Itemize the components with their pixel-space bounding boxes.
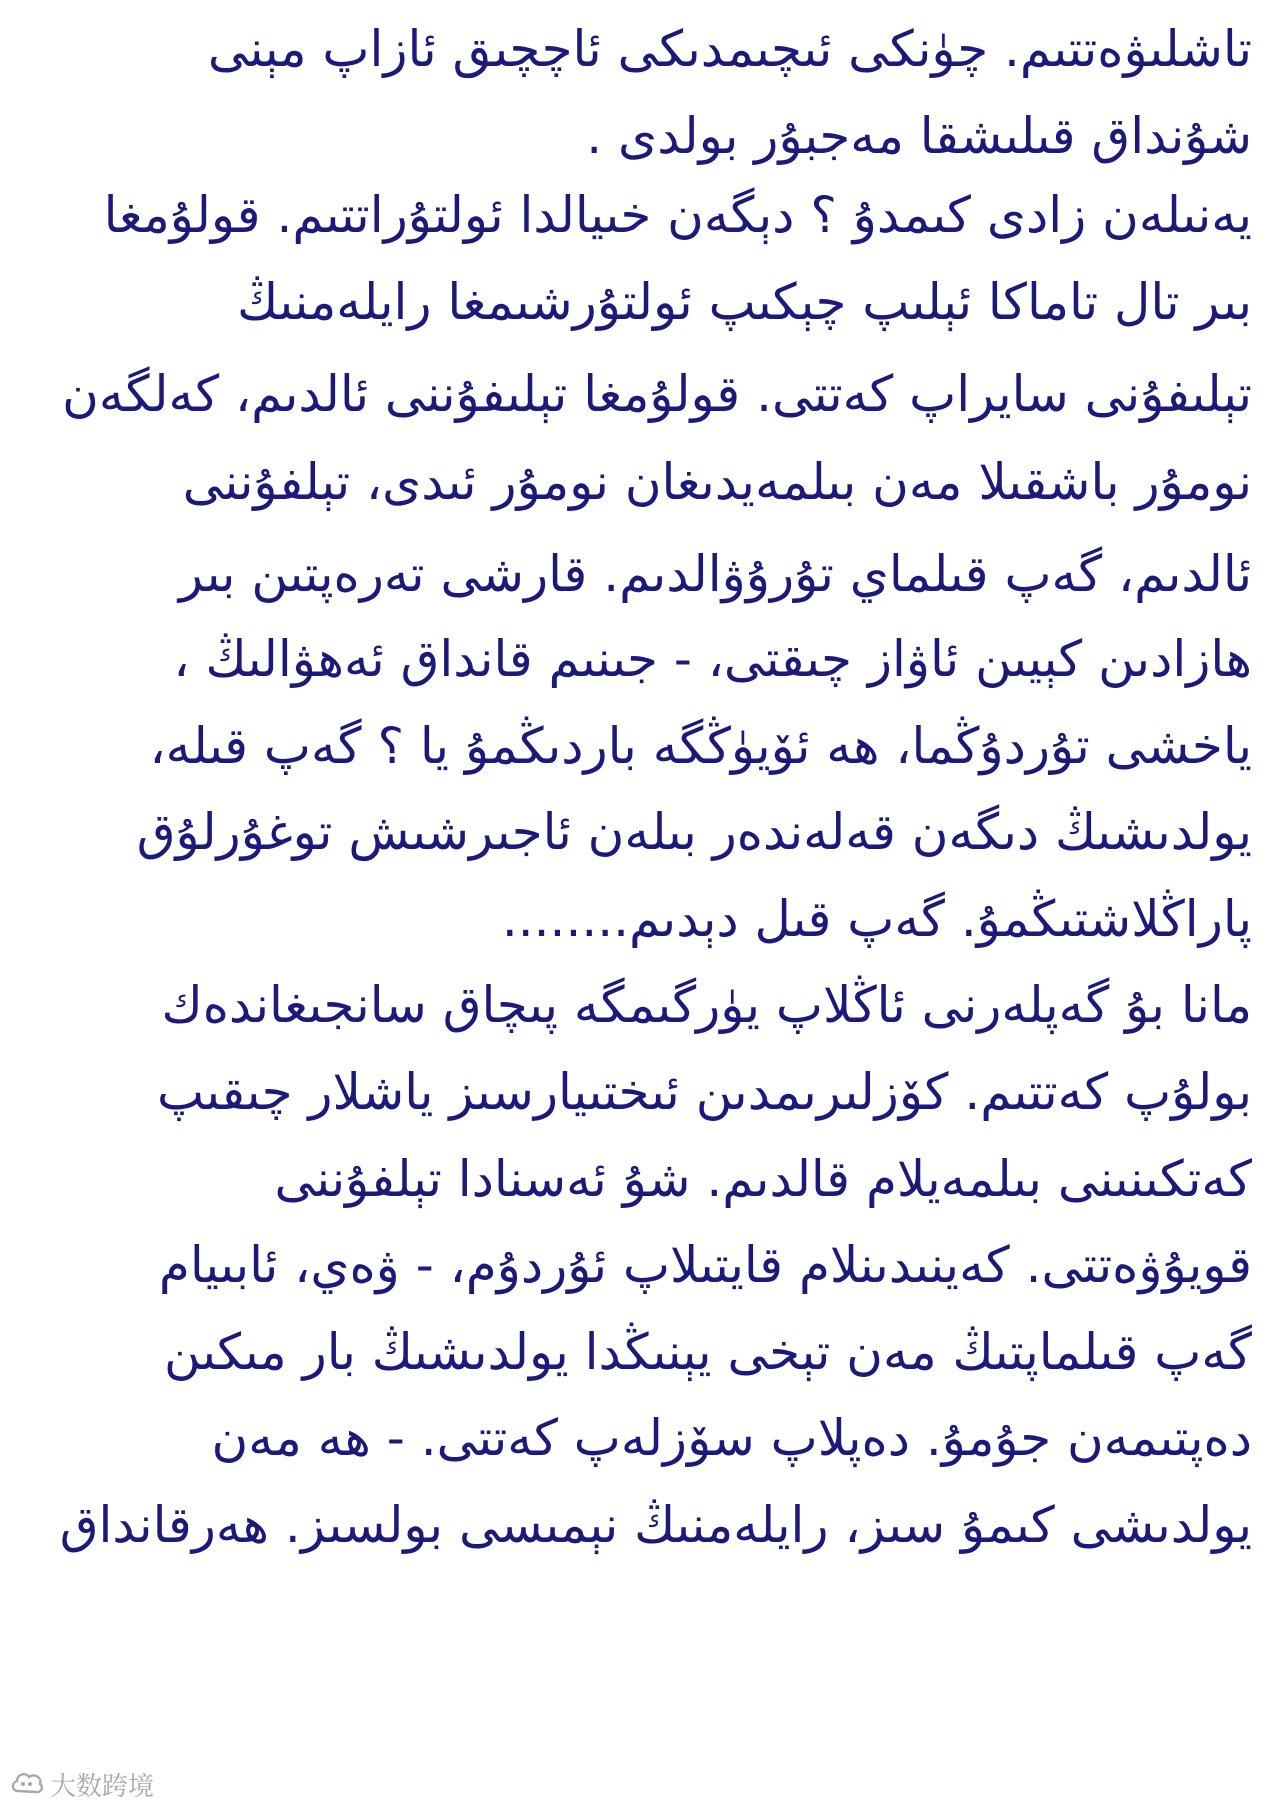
text-line-12: مانا بۇ گەپلەرنى ئاڭلاپ يۈرگىمگە پىچاق سانجىغاندەك: [161, 976, 1252, 1034]
watermark: [10, 1764, 154, 1804]
cloud-bubble-logo-icon: [10, 1769, 44, 1799]
text-line-8: ھازادىن كېيىن ئاۋاز چىقتى، - جىنىم قانداق ئەھۋالىڭ ،: [173, 630, 1252, 688]
text-line-2: شۇنداق قىلىشقا مەجبۇر بولدى .: [586, 107, 1252, 165]
text-line-17: دەپتىمەن جۇمۇ. دەپلاپ سۆزلەپ كەتتى. - ھە مەن: [211, 1409, 1252, 1467]
watermark-text: 大数跨境: [50, 1771, 155, 1802]
text-line-9: ياخشى تۇردۇڭما، ھە ئۆيۈڭگە باردىڭمۇ يا ؟ گەپ قىلە،: [149, 717, 1252, 775]
text-line-15: قويۇۋەتتى. كەينىدىنلام قايتىلاپ ئۇردۇم، - ۋەي، ئابىيام: [158, 1236, 1252, 1294]
text-line-18: يولدىشى كىمۇ سىز، رايلەمنىڭ نېمىسى بولسىز. ھەرقانداق: [59, 1496, 1252, 1554]
text-line-10: يولدىشىڭ دىگەن قەلەندەر بىلەن ئاجىرشىش توغۇرلۇق: [136, 803, 1252, 861]
text-line-6: نومۇر باشقىلا مەن بىلمەيدىغان نومۇر ئىدى، تېلفۇننى: [182, 453, 1252, 511]
text-line-7: ئالدىم، گەپ قىلماي تۇرۇۋالدىم. قارشى تەرەپتىن بىر: [178, 545, 1252, 603]
text-line-1: تاشلىۋەتتىم. چۈنكى ئىچىمدىكى ئاچچىق ئازاپ مېنى: [207, 20, 1252, 78]
text-line-11: پاراڭلاشتىڭمۇ. گەپ قىل دېدىم........: [501, 890, 1252, 948]
text-line-3: يەنىلەن زادى كىمدۇ ؟ دېگەن خىيالدا ئولتۇراتتىم. قولۇمغا: [103, 186, 1252, 244]
text-line-16: گەپ قىلماپتىڭ مەن تېخى يېنىڭدا يولدىشىڭ بار مىكىن: [164, 1323, 1252, 1381]
text-line-14: كەتكىنىنى بىلمەيلام قالدىم. شۇ ئەسنادا تېلفۇننى: [274, 1150, 1252, 1208]
text-line-13: بولۇپ كەتتىم. كۆزلىرىمدىن ئىختىيارسىز ياشلار چىقىپ: [157, 1063, 1252, 1121]
text-line-4: بىر تال تاماكا ئېلىپ چېكىپ ئولتۇرشىمغا رايلەمنىڭ: [237, 273, 1252, 331]
text-line-5: تېلىفۇنى سايراپ كەتتى. قولۇمغا تېلىفۇننى ئالدىم، كەلگەن: [62, 365, 1252, 423]
